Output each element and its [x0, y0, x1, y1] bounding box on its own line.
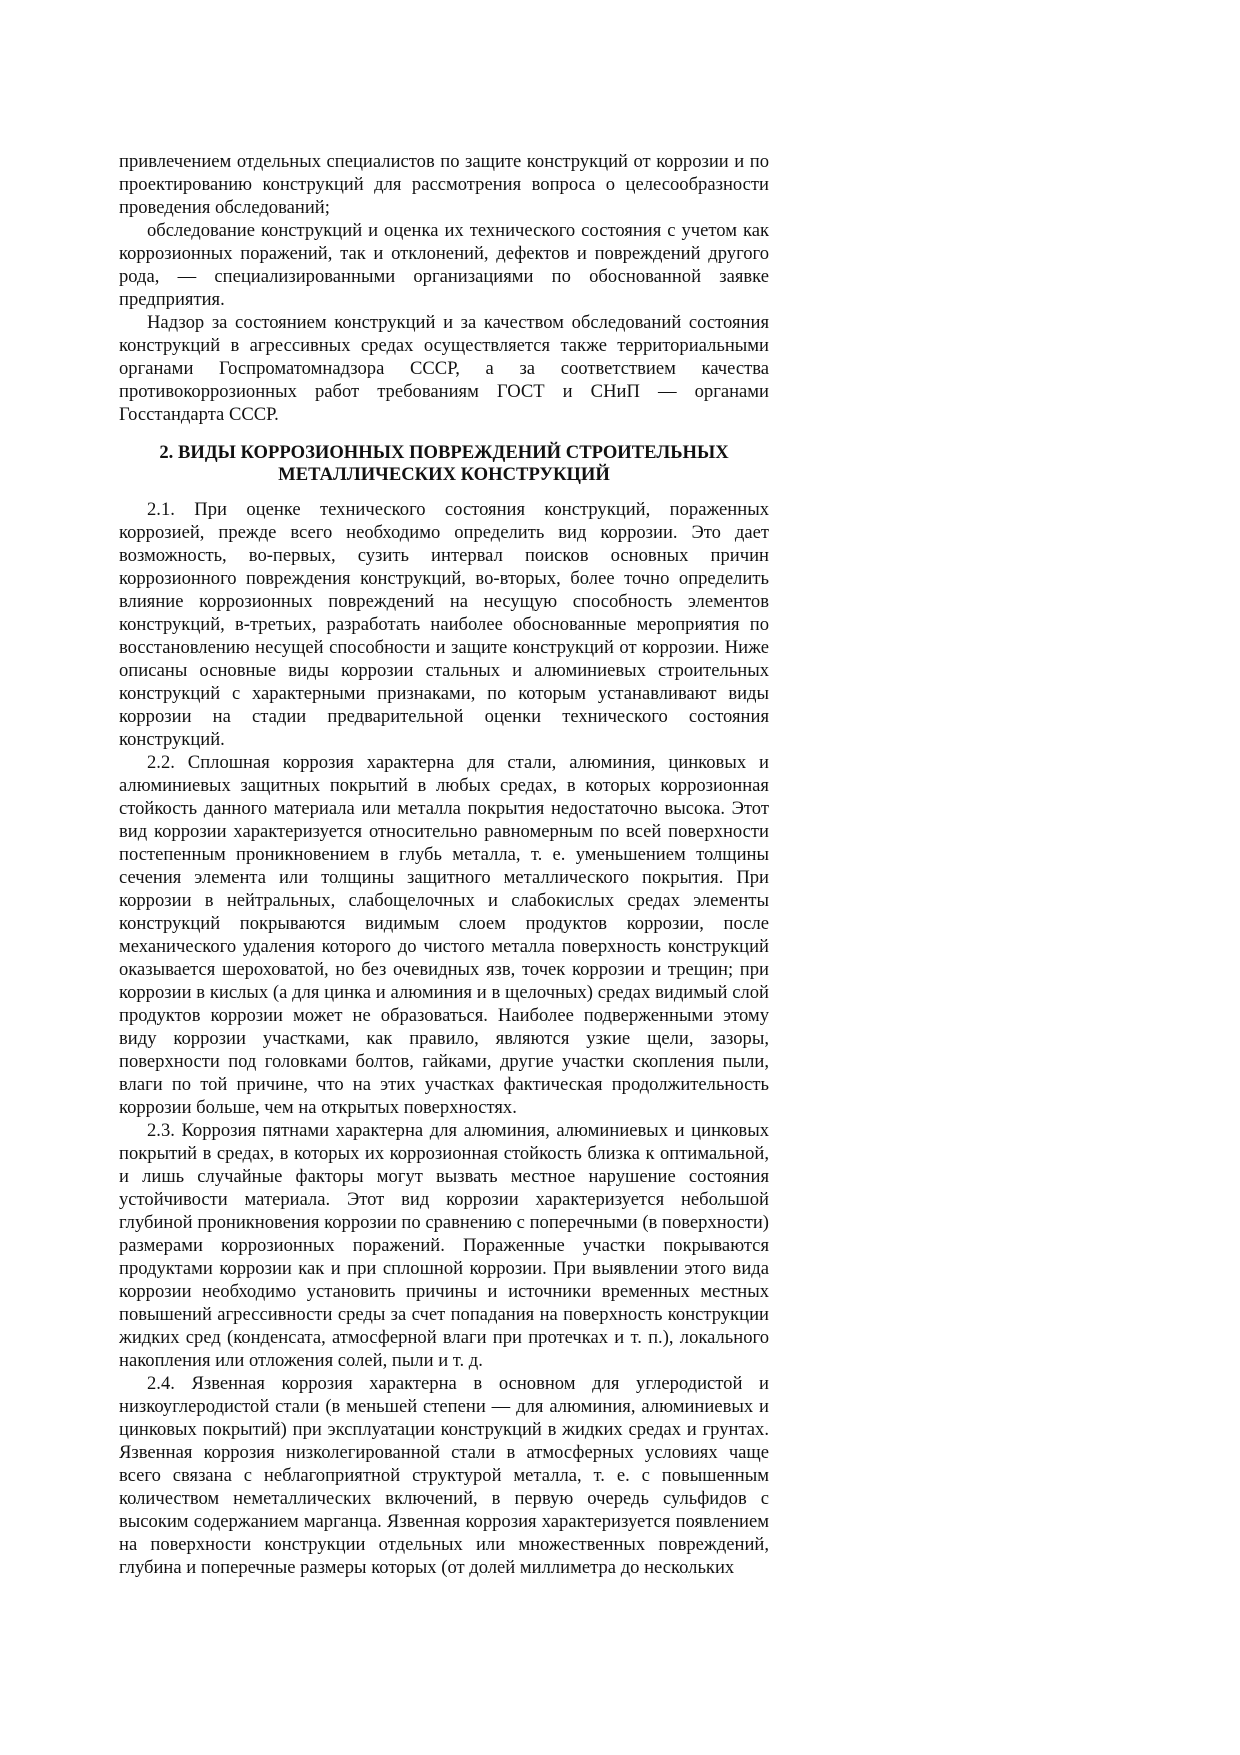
paragraph-continuation: привлечением отдельных специалистов по защите конструкций от коррозии и по проектированию конструкций для рассмотрения вопроса о целесообразности проведения обследований;	[119, 151, 769, 218]
paragraph-supervision: Надзор за состоянием конструкций и за качеством обследований состояния конструкций в агрессивных средах осуществляется также территориальными органами Госпроматомнадзора СССР, а за соответствием качества противокоррозионных работ требованиям ГОСТ и СНиП — органами Госстандарта СССР.	[119, 312, 769, 425]
paragraph-2-2: 2.2. Сплошная коррозия характерна для стали, алюминия, цинковых и алюминиевых защитных покрытий в любых средах, в которых коррозионная стойкость данного материала или металла покрытия недостаточно высока. Этот вид коррозии характеризуется относительно равномерным по всей поверхности постепенным проникновением в глубь металла, т. е. уменьшением толщины сечения элемента или толщины защитного металлического покрытия. При коррозии в нейтральных, слабощелочных и слабокислых средах элементы конструкций покрываются видимым слоем продуктов коррозии, после механического удаления которого до чистого металла поверхность конструкций оказывается шероховатой, но без очевидных язв, точек коррозии и трещин; при коррозии в кислых (а для цинка и алюминия и в щелочных) средах видимый слой продуктов коррозии может не образоваться. Наиболее подверженными этому виду коррозии участками, как правило, являются узкие щели, зазоры, поверхности под головками болтов, гайками, другие участки скопления пыли, влаги по той причине, что на этих участках фактическая продолжительность коррозии больше, чем на открытых поверхностях.	[119, 752, 769, 1118]
document-page	[119, 150, 769, 1579]
paragraph-2-1: 2.1. При оценке технического состояния конструкций, пораженных коррозией, прежде всего необходимо определить вид коррозии. Это дает возможность, во-первых, сузить интервал поисков основных причин коррозионного повреждения конструкций, во-вторых, более точно определить влияние коррозионных повреждений на несущую способность элементов конструкций, в-третьих, разработать наиболее обоснованные мероприятия по восстановлению несущей способности и защите конструкций от коррозии. Ниже описаны основные виды коррозии стальных и алюминиевых строительных конструкций с характерными признаками, по которым устанавливают виды коррозии на стадии предварительной оценки технического состояния конструкций.	[119, 499, 769, 750]
paragraph-inspection: обследование конструкций и оценка их технического состояния с учетом как коррозионных поражений, так и отклонений, дефектов и повреждений другого рода, — специализированными организациями по обоснованной заявке предприятия.	[119, 220, 769, 310]
section-heading: 2. ВИДЫ КОРРОЗИОННЫХ ПОВРЕЖДЕНИЙ СТРОИТЕЛЬНЫХ МЕТАЛЛИЧЕСКИХ КОНСТРУКЦИЙ	[159, 442, 729, 485]
paragraph-2-3: 2.3. Коррозия пятнами характерна для алюминия, алюминиевых и цинковых покрытий в средах, в которых их коррозионная стойкость близка к оптимальной, и лишь случайные факторы могут вызвать местное нарушение состояния устойчивости материала. Этот вид коррозии характеризуется небольшой глубиной проникновения коррозии по сравнению с поперечными (в поверхности) размерами коррозионных поражений. Пораженные участки покрываются продуктами коррозии как и при сплошной коррозии. При выявлении этого вида коррозии необходимо установить причины и источники временных местных повышений агрессивности среды за счет попадания на поверхность конструкции жидких сред (конденсата, атмосферной влаги при протечках и т. п.), локального накопления или отложения солей, пыли и т. д.	[119, 1120, 769, 1371]
paragraph-2-4: 2.4. Язвенная коррозия характерна в основном для углеродистой и низкоуглеродистой стали (в меньшей степени — для алюминия, алюминиевых и цинковых покрытий) при эксплуатации конструкций в жидких средах и грунтах. Язвенная коррозия низколегированной стали в атмосферных условиях чаще всего связана с неблагоприятной структурой металла, т. е. с повышенным количеством неметаллических включений, в первую очередь сульфидов с высоким содержанием марганца. Язвенная коррозия характеризуется появлением на поверхности конструкции отдельных или множественных повреждений, глубина и поперечные размеры которых (от долей миллиметра до нескольких	[119, 1373, 769, 1578]
